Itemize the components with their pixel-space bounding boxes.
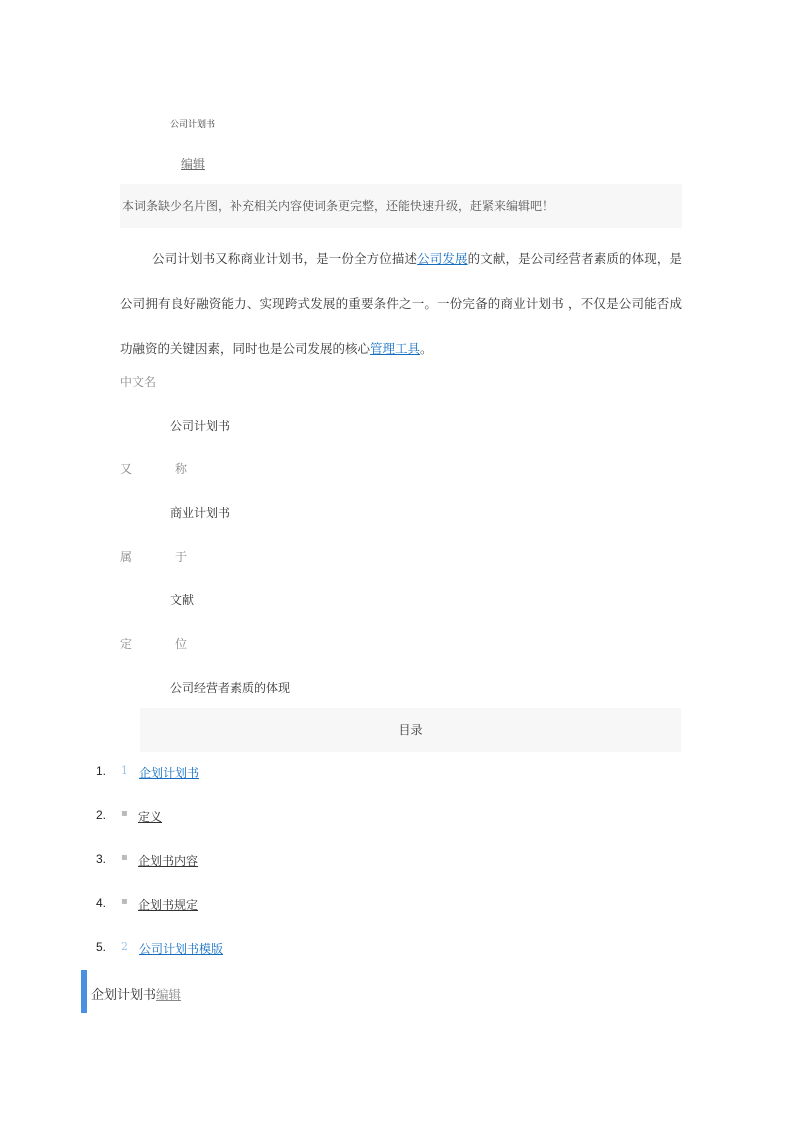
toc-number: 3. bbox=[96, 852, 107, 866]
section-heading bbox=[91, 984, 181, 1003]
section-accent-bar bbox=[81, 970, 87, 1013]
toc-number: 4. bbox=[96, 896, 107, 910]
info-row bbox=[120, 414, 680, 458]
toc-link-template[interactable]: 公司计划书模版 bbox=[139, 942, 224, 956]
info-key-belongs-to: 属 于 bbox=[120, 549, 188, 564]
intro-text-3: 。 bbox=[420, 341, 433, 356]
toc-index: 2 bbox=[121, 940, 128, 953]
section-title: 企划计划书 bbox=[91, 988, 157, 1003]
toc-bullet: ▪ bbox=[121, 896, 128, 907]
link-management-tools[interactable]: 管理工具 bbox=[370, 341, 421, 356]
intro-text-2: 的文献，是公司经营者素质的体现，是公司拥有良好融资能力、实现跨式发展的重要条件之一。一份完备的商业计划书 ，不仅是公司能否成功融资的关键因素，同时也是公司发展的核心 bbox=[120, 251, 682, 356]
toc-number: 5. bbox=[96, 940, 107, 954]
intro-text-1: 公司计划书又称商业计划书，是一份全方位描述 bbox=[152, 251, 418, 266]
info-key-chinese-name: 中文名 bbox=[120, 375, 157, 389]
info-row bbox=[120, 545, 680, 589]
toc-title: 目录 bbox=[140, 708, 681, 752]
info-row bbox=[120, 370, 680, 414]
toc-number: 2. bbox=[96, 808, 107, 822]
toc-link-planning-book[interactable]: 企划计划书 bbox=[139, 766, 200, 780]
missing-image-notice: 本词条缺少名片图，补充相关内容使词条更完整，还能快速升级，赶紧来编辑吧！ bbox=[120, 184, 682, 228]
info-key-positioning: 定 位 bbox=[120, 637, 188, 652]
toc-index: 1 bbox=[121, 764, 128, 777]
info-value-chinese-name: 公司计划书 bbox=[170, 418, 231, 433]
info-row bbox=[120, 632, 680, 676]
info-key-alias: 又 称 bbox=[120, 462, 188, 477]
info-value-alias: 商业计划书 bbox=[170, 506, 231, 521]
toc-link-definition[interactable]: 定义 bbox=[138, 810, 163, 824]
info-row bbox=[120, 501, 680, 545]
toc-link-rules[interactable]: 企划书规定 bbox=[138, 898, 199, 912]
edit-link[interactable]: 编辑 bbox=[181, 157, 206, 171]
basic-info-table bbox=[120, 370, 680, 720]
info-value-positioning: 公司经营者素质的体现 bbox=[170, 680, 291, 695]
section-edit-link[interactable]: 编辑 bbox=[156, 987, 182, 1002]
info-row bbox=[120, 588, 680, 632]
toc-bullet: ▪ bbox=[121, 852, 128, 863]
info-value-belongs-to: 文献 bbox=[170, 593, 195, 608]
toc-bullet: ▪ bbox=[121, 808, 128, 819]
document-small-title: 公司计划书 bbox=[170, 120, 216, 130]
toc-number: 1. bbox=[96, 764, 107, 778]
intro-paragraph bbox=[120, 236, 682, 371]
info-row bbox=[120, 457, 680, 501]
link-company-development[interactable]: 公司发展 bbox=[417, 251, 468, 266]
toc-link-content[interactable]: 企划书内容 bbox=[138, 854, 199, 868]
